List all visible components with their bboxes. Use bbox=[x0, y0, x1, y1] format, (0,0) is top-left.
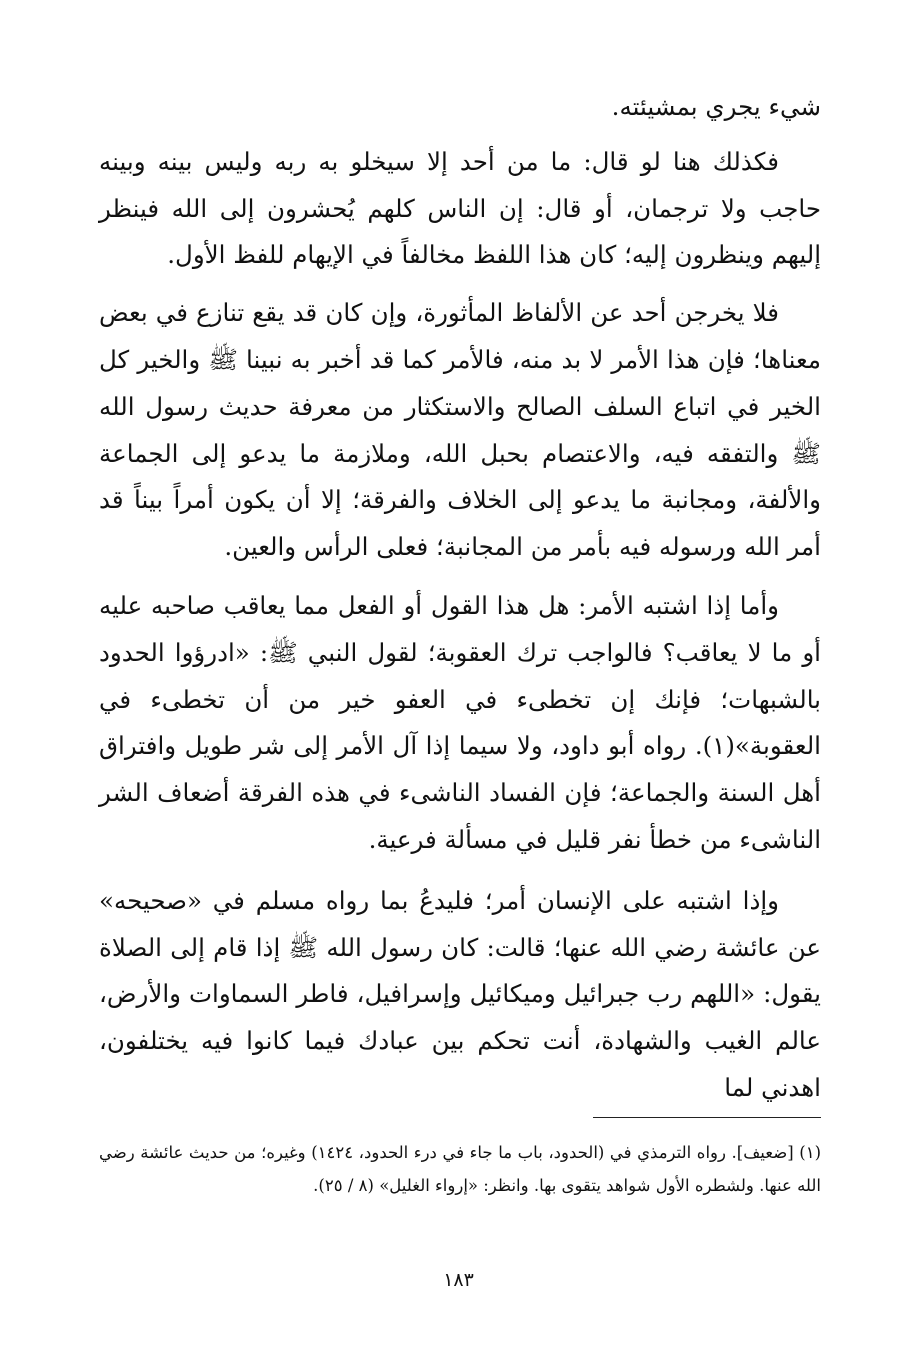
paragraph-4: وأما إذا اشتبه الأمر: هل هذا القول أو الفعل مما يعاقب صاحبه عليه أو ما لا يعاقب؟ فالواجب ترك العقوبة؛ لقول النبي ﷺ: «ادرؤوا الحدود بالشبهات؛ فإنك إن تخطىء في العفو خير من أن تخطىء في العقوبة»(١). رواه أبو داود، ولا سيما إذا آل الأمر إلى شر طويل وافتراق أهل السنة والجماعة؛ فإن الفساد الناشىء في هذه الفرقة أضعاف الشر الناشىء من خطأ نفر قليل في مسألة فرعية. bbox=[99, 590, 821, 854]
page-number: ١٨٣ bbox=[443, 1269, 474, 1291]
paragraph-5: وإذا اشتبه على الإنسان أمر؛ فليدعُ بما رواه مسلم في «صحيحه» عن عائشة رضي الله عنها؛ قالت: كان رسول الله ﷺ إذا قام إلى الصلاة يقول: «اللهم رب جبرائيل وميكائيل وإسرافيل، فاطر السماوات والأرض، عالم الغيب والشهادة، أنت تحكم بين عبادك فيما كانوا فيه يختلفون، اهدني لما bbox=[99, 885, 821, 1102]
footnote-1: (١) [ضعيف]. رواه الترمذي في (الحدود، باب ما جاء في درء الحدود، ١٤٢٤) وغيره؛ من حديث عائشة رضي الله عنها. ولشطره الأول شواهد يتقوى بها. وانظر: «إرواء الغليل» (٨ / ٢٥). bbox=[99, 1143, 821, 1195]
paragraph-3: فلا يخرجن أحد عن الألفاظ المأثورة، وإن كان قد يقع تنازع في بعض معناها؛ فإن هذا الأمر لا بد منه، فالأمر كما قد أخبر به نبينا ﷺ والخير كل الخير في اتباع السلف الصالح والاستكثار من معرفة حديث رسول الله ﷺ والتفقه فيه، والاعتصام بحبل الله، وملازمة ما يدعو إلى الجماعة والألفة، ومجانبة ما يدعو إلى الخلاف والفرقة؛ إلا أن يكون أمراً بيناً قد أمر الله ورسوله فيه بأمر من المجانبة؛ فعلى الرأس والعين. bbox=[99, 298, 821, 562]
main-text bbox=[99, 84, 821, 1112]
paragraph-2: فكذلك هنا لو قال: ما من أحد إلا سيخلو به ربه وليس بينه وبينه حاجب ولا ترجمان، أو قال: إن الناس كلهم يُحشرون إلى الله فينظر إليهم وينظرون إليه؛ كان هذا اللفظ مخالفاً في الإيهام للفظ الأول. bbox=[99, 146, 821, 270]
paragraph-1: شيء يجري بمشيئته. bbox=[611, 92, 821, 121]
footnote-separator bbox=[593, 1117, 821, 1118]
footnotes bbox=[99, 1136, 821, 1202]
